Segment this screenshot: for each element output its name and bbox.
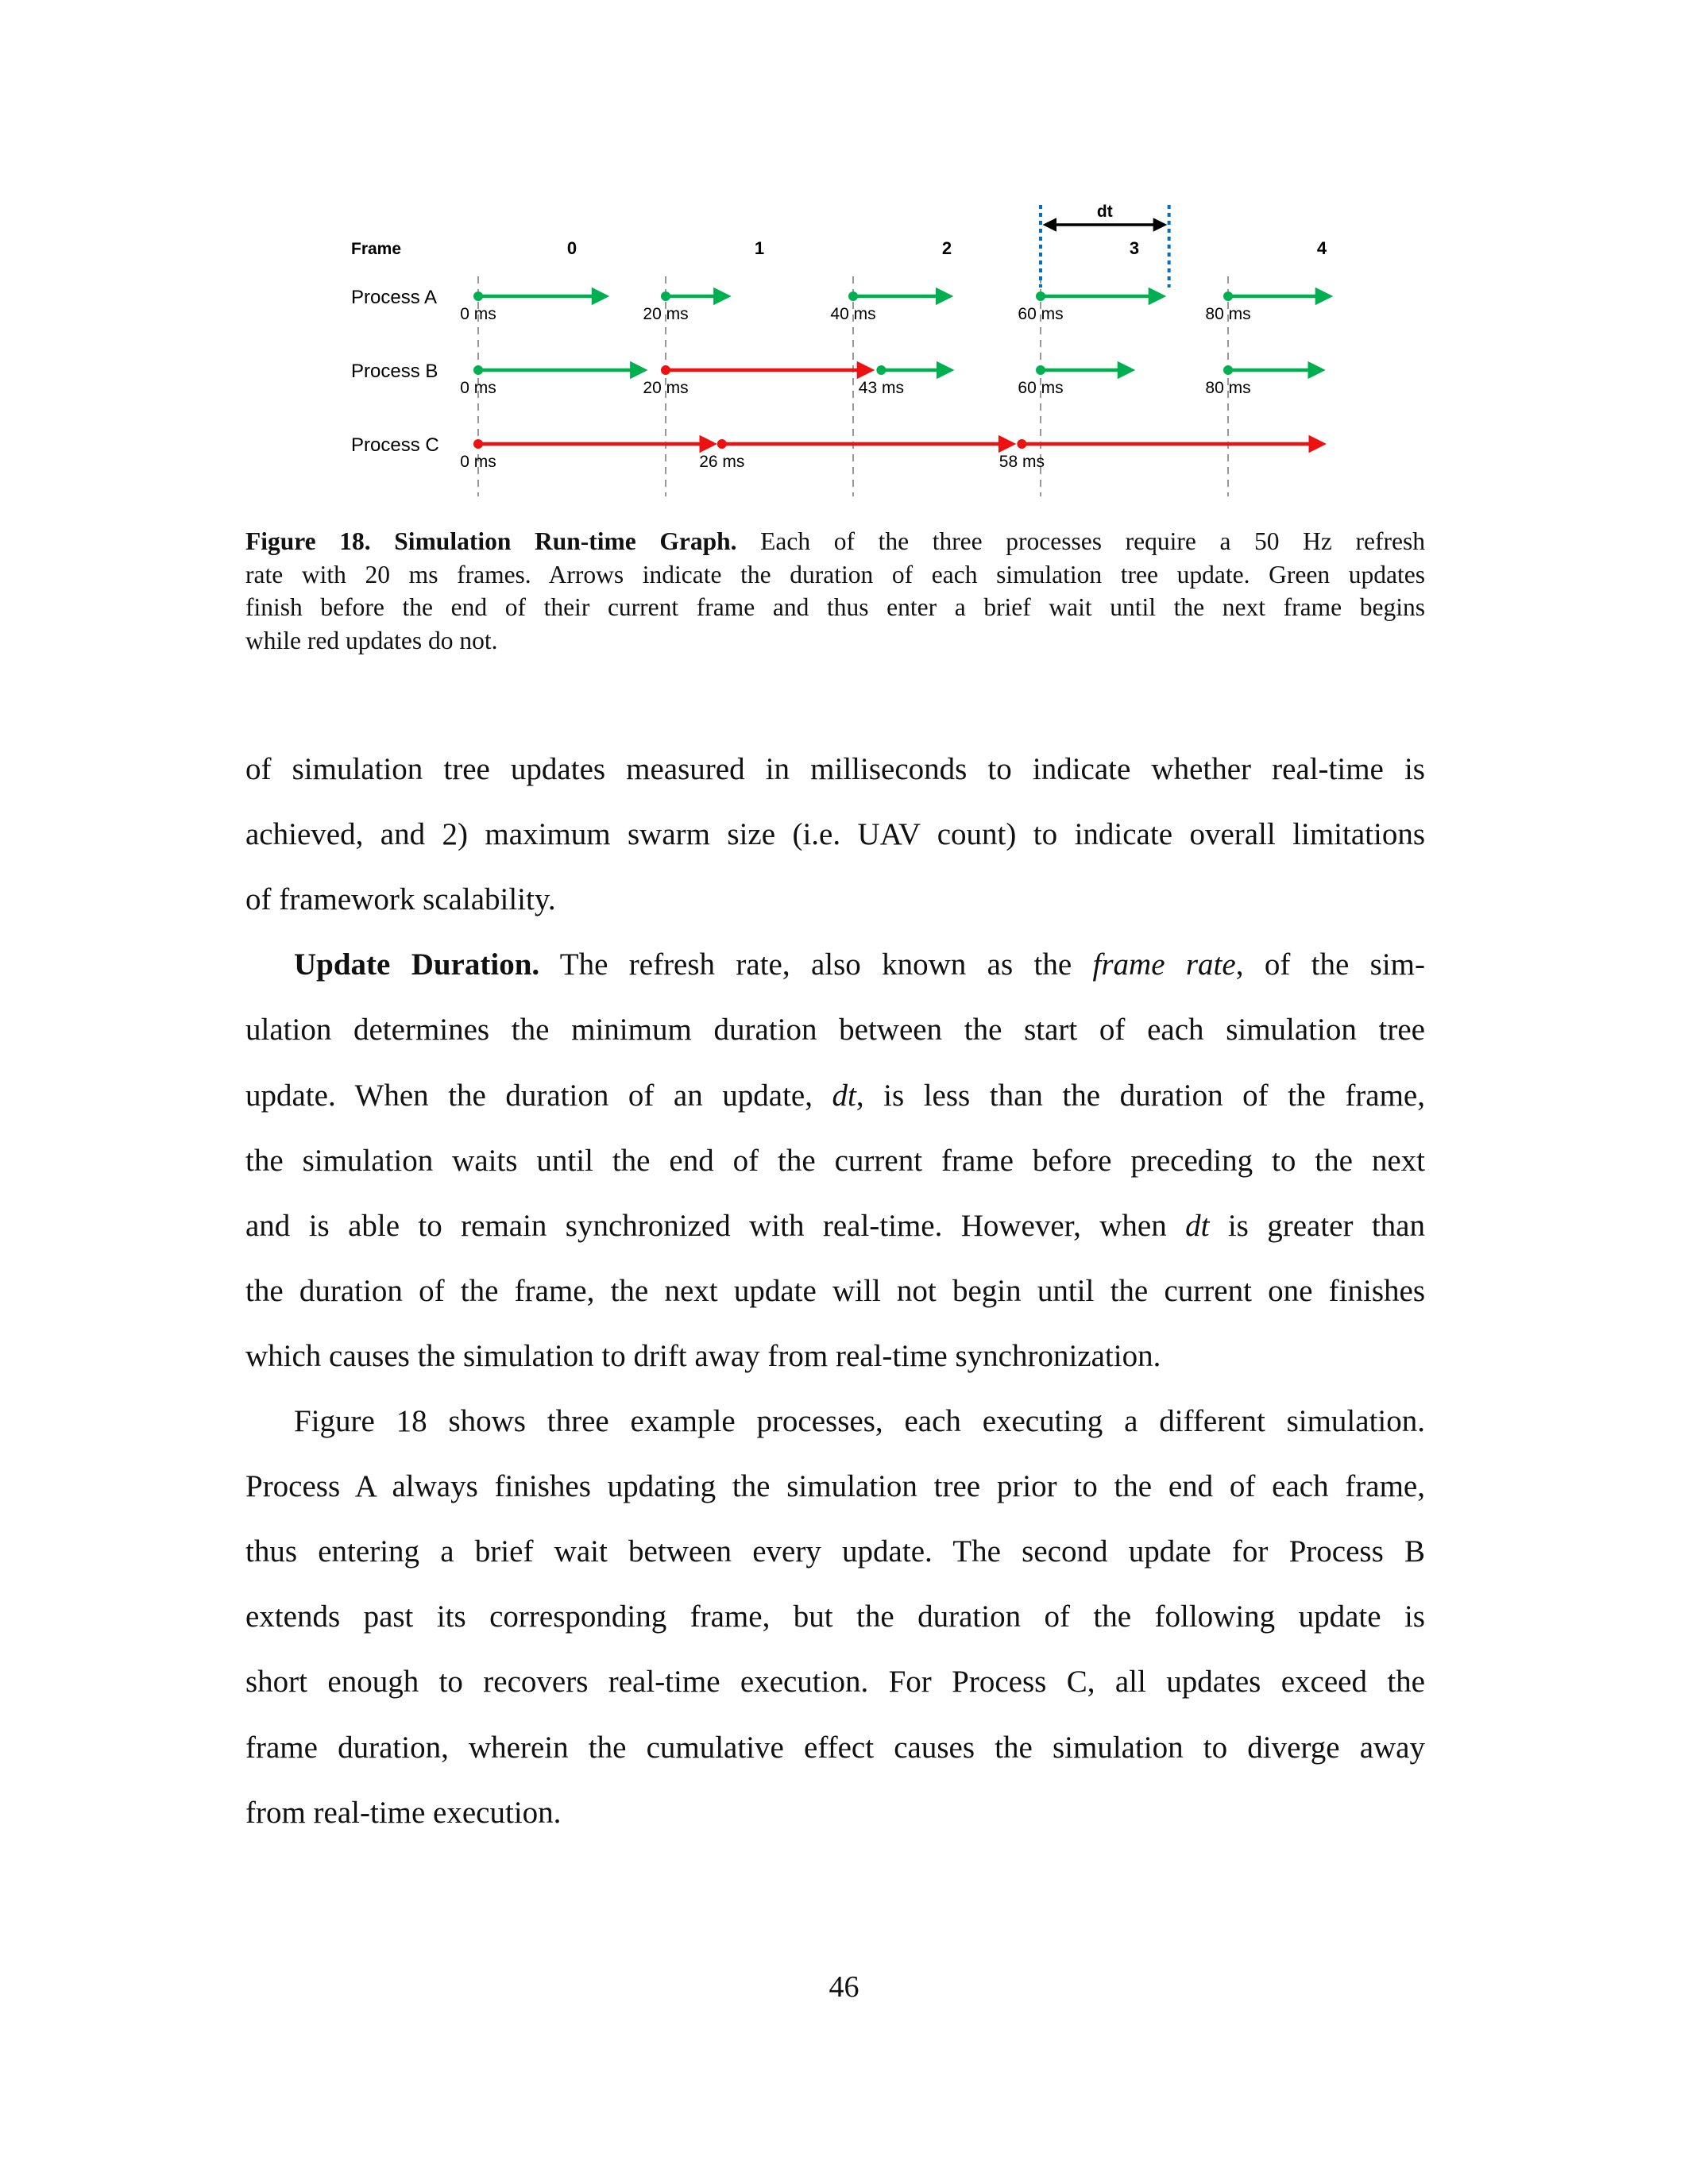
text-run: which causes the simulation to drift away from real-time synchronization. bbox=[245, 1338, 1161, 1373]
update-start-time-label: 60 ms bbox=[1018, 305, 1064, 323]
body-line bbox=[245, 815, 1425, 855]
dt-label: dt bbox=[1096, 203, 1113, 221]
update-start-time-label: 20 ms bbox=[643, 379, 689, 397]
text-run: achieved, and 2) maximum swarm size (i.e. UAV count) to indicate overall limitations bbox=[245, 817, 1425, 852]
text-run: The refresh rate, also known as the bbox=[539, 947, 1093, 982]
update-start-time-label: 43 ms bbox=[858, 379, 904, 397]
text-run: extends past its corresponding frame, but the duration of the following update is bbox=[245, 1599, 1425, 1634]
body-line bbox=[294, 945, 1425, 985]
update-start-dot bbox=[1017, 439, 1026, 449]
update-start-dot bbox=[1036, 291, 1045, 301]
text-run: the simulation waits until the end of the current frame before preceding to the next bbox=[245, 1143, 1425, 1178]
body-line bbox=[245, 1141, 1425, 1181]
text-run: while red updates do not. bbox=[245, 626, 498, 654]
update-start-dot bbox=[876, 365, 886, 375]
text-run: thus entering a brief wait between every update. The second update for Process B bbox=[245, 1534, 1425, 1569]
text-run: , is less than the duration of the frame, bbox=[856, 1078, 1425, 1113]
update-start-dot bbox=[473, 439, 483, 449]
update-start-dot bbox=[848, 291, 858, 301]
update-start-dot bbox=[473, 365, 483, 375]
body-line bbox=[245, 1662, 1425, 1702]
update-start-time-label: 58 ms bbox=[999, 453, 1045, 471]
frame-number-label: 3 bbox=[1129, 238, 1140, 258]
text-run: frame duration, wherein the cumulative effect causes the simulation to diverge away bbox=[245, 1730, 1425, 1765]
body-line bbox=[294, 1402, 1425, 1441]
text-run: and is able to remain synchronized with real-time. However, when bbox=[245, 1208, 1186, 1243]
update-start-dot bbox=[717, 439, 727, 449]
body-line bbox=[245, 1793, 1425, 1833]
text-run: update. When the duration of an update, bbox=[245, 1078, 832, 1113]
update-start-time-label: 0 ms bbox=[460, 305, 496, 323]
text-run: finish before the end of their current frame and thus enter a brief wait until the next frame begins bbox=[245, 593, 1425, 621]
update-start-time-label: 0 ms bbox=[460, 379, 496, 397]
update-start-dot bbox=[1223, 291, 1233, 301]
body-line bbox=[245, 1076, 1425, 1116]
caption-line bbox=[245, 592, 1425, 623]
update-start-dot bbox=[661, 291, 670, 301]
process-label: Process B bbox=[351, 361, 438, 382]
text-run: Process A always finishes updating the simulation tree prior to the end of each frame, bbox=[245, 1469, 1425, 1504]
update-start-time-label: 60 ms bbox=[1018, 379, 1064, 397]
italic-text: frame rate bbox=[1092, 947, 1236, 982]
update-start-time-label: 80 ms bbox=[1205, 379, 1251, 397]
text-run: from real-time execution. bbox=[245, 1795, 562, 1830]
frame-number-label: 2 bbox=[941, 238, 952, 258]
process-label: Process C bbox=[351, 434, 439, 456]
body-line bbox=[245, 1597, 1425, 1637]
text-run: short enough to recovers real-time execution. For Process C, all updates exceed the bbox=[245, 1665, 1425, 1700]
update-start-dot bbox=[473, 291, 483, 301]
update-start-time-label: 80 ms bbox=[1205, 305, 1251, 323]
update-start-time-label: 26 ms bbox=[699, 453, 745, 471]
update-start-dot bbox=[661, 365, 670, 375]
bold-text: Figure 18. Simulation Run-time Graph. bbox=[245, 527, 737, 555]
update-start-time-label: 20 ms bbox=[643, 305, 689, 323]
frame-number-label: 1 bbox=[754, 238, 765, 258]
process-label: Process A bbox=[351, 287, 438, 308]
frame-header: Frame bbox=[351, 240, 402, 258]
update-start-dot bbox=[1036, 365, 1045, 375]
body-line bbox=[245, 1467, 1425, 1507]
frame-number-label: 0 bbox=[566, 238, 577, 258]
update-start-dot bbox=[1223, 365, 1233, 375]
body-line bbox=[245, 1337, 1425, 1376]
text-run: is greater than bbox=[1209, 1208, 1425, 1243]
bold-text: Update Duration. bbox=[294, 947, 540, 982]
text-run: Figure 18 shows three example processes, each executing a different simulation. bbox=[294, 1404, 1425, 1438]
body-line bbox=[245, 1010, 1425, 1050]
page-number: 46 bbox=[829, 1970, 859, 2004]
caption-line bbox=[245, 526, 1425, 558]
italic-text: dt bbox=[1185, 1208, 1210, 1243]
text-run: ulation determines the minimum duration between the start of each simulation tree bbox=[245, 1013, 1425, 1048]
body-line bbox=[245, 750, 1425, 789]
text-run: the duration of the frame, the next update will not begin until the current one finishes bbox=[245, 1273, 1425, 1308]
update-start-time-label: 0 ms bbox=[460, 453, 496, 471]
text-run: , of the sim- bbox=[1235, 947, 1425, 982]
text-run: rate with 20 ms frames. Arrows indicate the duration of each simulation tree update. Green updates bbox=[245, 560, 1425, 588]
caption-line bbox=[245, 559, 1425, 591]
text-run: Each of the three processes require a 50 Hz refresh bbox=[736, 527, 1425, 555]
frame-number-label: 4 bbox=[1316, 238, 1327, 258]
body-line bbox=[245, 1728, 1425, 1768]
body-line bbox=[245, 1271, 1425, 1311]
text-run: of framework scalability. bbox=[245, 882, 556, 917]
body-line bbox=[245, 880, 1425, 920]
text-run: of simulation tree updates measured in milliseconds to indicate whether real-time is bbox=[245, 752, 1425, 786]
body-line bbox=[245, 1206, 1425, 1246]
body-line bbox=[245, 1532, 1425, 1572]
simulation-runtime-figure bbox=[0, 0, 1688, 524]
italic-text: dt bbox=[832, 1078, 856, 1113]
update-start-time-label: 40 ms bbox=[830, 305, 876, 323]
caption-line bbox=[245, 625, 1425, 657]
